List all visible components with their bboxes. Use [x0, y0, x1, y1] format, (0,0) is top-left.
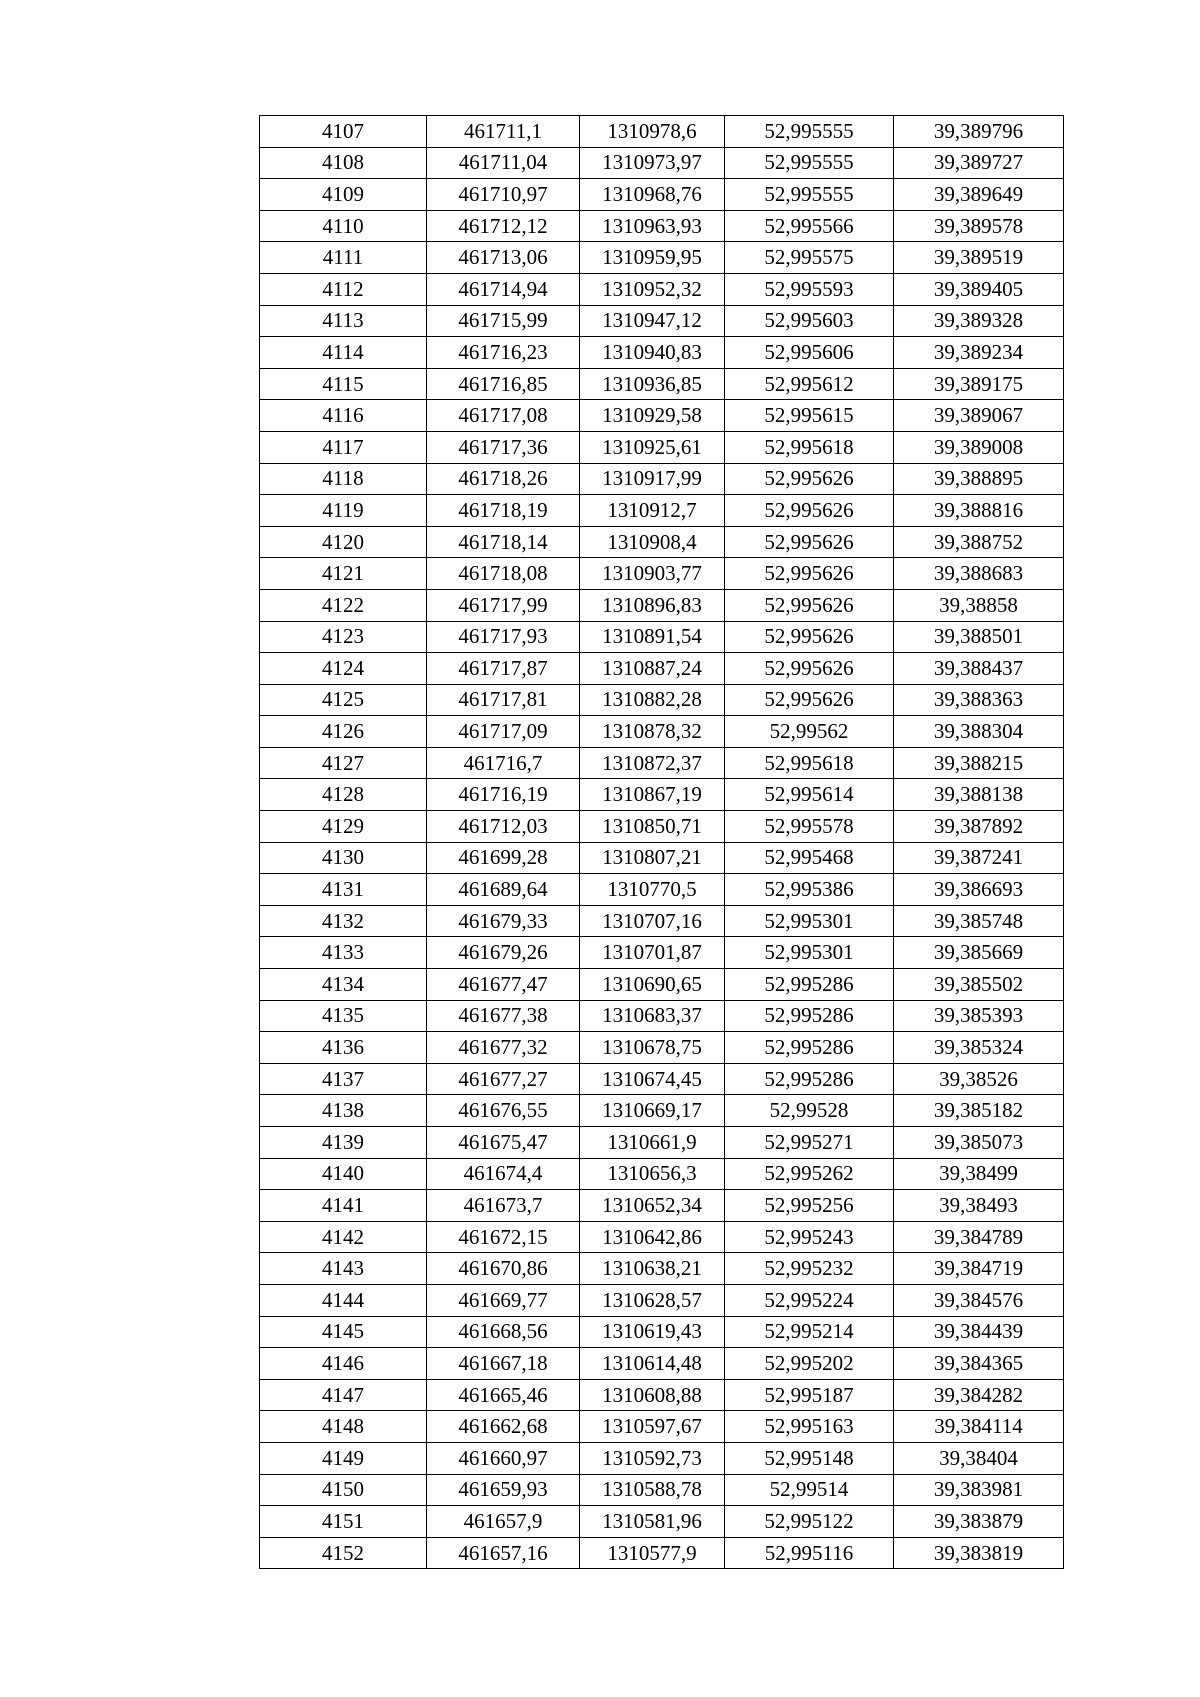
y-coordinate-cell: 1310850,71: [580, 811, 725, 843]
latitude-cell: 52,995286: [725, 1063, 894, 1095]
y-coordinate-cell: 1310887,24: [580, 653, 725, 685]
latitude-cell: 52,995286: [725, 969, 894, 1001]
table-row: [260, 1506, 1064, 1538]
table-row: [260, 495, 1064, 527]
longitude-cell: 39,389328: [894, 305, 1064, 337]
latitude-cell: 52,995606: [725, 337, 894, 369]
y-coordinate-cell: 1310701,87: [580, 937, 725, 969]
table-row: [260, 1411, 1064, 1443]
x-coordinate-cell: 461711,1: [427, 116, 580, 148]
y-coordinate-cell: 1310669,17: [580, 1095, 725, 1127]
x-coordinate-cell: 461670,86: [427, 1253, 580, 1285]
table-row: [260, 1190, 1064, 1222]
y-coordinate-cell: 1310619,43: [580, 1316, 725, 1348]
point-number-cell: 4111: [260, 242, 427, 274]
x-coordinate-cell: 461710,97: [427, 179, 580, 211]
table-row: [260, 716, 1064, 748]
point-number-cell: 4135: [260, 1000, 427, 1032]
latitude-cell: 52,995626: [725, 621, 894, 653]
latitude-cell: 52,995593: [725, 273, 894, 305]
point-number-cell: 4141: [260, 1190, 427, 1222]
latitude-cell: 52,995163: [725, 1411, 894, 1443]
y-coordinate-cell: 1310908,4: [580, 526, 725, 558]
point-number-cell: 4120: [260, 526, 427, 558]
x-coordinate-cell: 461716,19: [427, 779, 580, 811]
point-number-cell: 4151: [260, 1506, 427, 1538]
longitude-cell: 39,388363: [894, 684, 1064, 716]
x-coordinate-cell: 461699,28: [427, 842, 580, 874]
latitude-cell: 52,99528: [725, 1095, 894, 1127]
y-coordinate-cell: 1310707,16: [580, 905, 725, 937]
longitude-cell: 39,389405: [894, 273, 1064, 305]
latitude-cell: 52,995271: [725, 1127, 894, 1159]
x-coordinate-cell: 461715,99: [427, 305, 580, 337]
point-number-cell: 4140: [260, 1158, 427, 1190]
x-coordinate-cell: 461717,09: [427, 716, 580, 748]
latitude-cell: 52,995626: [725, 558, 894, 590]
table-row: [260, 1284, 1064, 1316]
latitude-cell: 52,995262: [725, 1158, 894, 1190]
table-row: [260, 526, 1064, 558]
point-number-cell: 4138: [260, 1095, 427, 1127]
x-coordinate-cell: 461717,99: [427, 589, 580, 621]
longitude-cell: 39,383981: [894, 1474, 1064, 1506]
point-number-cell: 4122: [260, 589, 427, 621]
table-row: [260, 400, 1064, 432]
x-coordinate-cell: 461676,55: [427, 1095, 580, 1127]
table-row: [260, 1063, 1064, 1095]
longitude-cell: 39,385748: [894, 905, 1064, 937]
y-coordinate-cell: 1310577,9: [580, 1537, 725, 1569]
x-coordinate-cell: 461718,14: [427, 526, 580, 558]
table-row: [260, 337, 1064, 369]
x-coordinate-cell: 461673,7: [427, 1190, 580, 1222]
table-row: [260, 242, 1064, 274]
x-coordinate-cell: 461712,03: [427, 811, 580, 843]
latitude-cell: 52,995618: [725, 431, 894, 463]
latitude-cell: 52,995256: [725, 1190, 894, 1222]
point-number-cell: 4127: [260, 747, 427, 779]
latitude-cell: 52,995578: [725, 811, 894, 843]
latitude-cell: 52,995555: [725, 147, 894, 179]
table-row: [260, 431, 1064, 463]
longitude-cell: 39,389175: [894, 368, 1064, 400]
x-coordinate-cell: 461689,64: [427, 874, 580, 906]
x-coordinate-cell: 461712,12: [427, 210, 580, 242]
longitude-cell: 39,387241: [894, 842, 1064, 874]
y-coordinate-cell: 1310968,76: [580, 179, 725, 211]
y-coordinate-cell: 1310656,3: [580, 1158, 725, 1190]
point-number-cell: 4148: [260, 1411, 427, 1443]
longitude-cell: 39,384282: [894, 1379, 1064, 1411]
x-coordinate-cell: 461662,68: [427, 1411, 580, 1443]
point-number-cell: 4124: [260, 653, 427, 685]
latitude-cell: 52,995626: [725, 589, 894, 621]
x-coordinate-cell: 461667,18: [427, 1348, 580, 1380]
latitude-cell: 52,995626: [725, 653, 894, 685]
longitude-cell: 39,389008: [894, 431, 1064, 463]
table-row: [260, 1000, 1064, 1032]
latitude-cell: 52,995116: [725, 1537, 894, 1569]
latitude-cell: 52,995202: [725, 1348, 894, 1380]
table-row: [260, 1221, 1064, 1253]
x-coordinate-cell: 461716,7: [427, 747, 580, 779]
table-row: [260, 937, 1064, 969]
latitude-cell: 52,995626: [725, 495, 894, 527]
table-row: [260, 305, 1064, 337]
latitude-cell: 52,995603: [725, 305, 894, 337]
table-row: [260, 273, 1064, 305]
table-row: [260, 147, 1064, 179]
y-coordinate-cell: 1310674,45: [580, 1063, 725, 1095]
x-coordinate-cell: 461714,94: [427, 273, 580, 305]
x-coordinate-cell: 461718,08: [427, 558, 580, 590]
y-coordinate-cell: 1310628,57: [580, 1284, 725, 1316]
x-coordinate-cell: 461677,38: [427, 1000, 580, 1032]
table-row: [260, 179, 1064, 211]
point-number-cell: 4137: [260, 1063, 427, 1095]
y-coordinate-cell: 1310867,19: [580, 779, 725, 811]
latitude-cell: 52,995386: [725, 874, 894, 906]
longitude-cell: 39,389796: [894, 116, 1064, 148]
latitude-cell: 52,995555: [725, 116, 894, 148]
point-number-cell: 4132: [260, 905, 427, 937]
latitude-cell: 52,995301: [725, 937, 894, 969]
y-coordinate-cell: 1310661,9: [580, 1127, 725, 1159]
x-coordinate-cell: 461717,81: [427, 684, 580, 716]
longitude-cell: 39,384114: [894, 1411, 1064, 1443]
table-row: [260, 589, 1064, 621]
point-number-cell: 4133: [260, 937, 427, 969]
table-row: [260, 1158, 1064, 1190]
point-number-cell: 4115: [260, 368, 427, 400]
longitude-cell: 39,384439: [894, 1316, 1064, 1348]
y-coordinate-cell: 1310912,7: [580, 495, 725, 527]
latitude-cell: 52,995468: [725, 842, 894, 874]
table-row: [260, 653, 1064, 685]
point-number-cell: 4116: [260, 400, 427, 432]
table-row: [260, 1253, 1064, 1285]
y-coordinate-cell: 1310947,12: [580, 305, 725, 337]
y-coordinate-cell: 1310678,75: [580, 1032, 725, 1064]
table-row: [260, 1474, 1064, 1506]
longitude-cell: 39,388501: [894, 621, 1064, 653]
point-number-cell: 4145: [260, 1316, 427, 1348]
point-number-cell: 4121: [260, 558, 427, 590]
latitude-cell: 52,995575: [725, 242, 894, 274]
table-row: [260, 463, 1064, 495]
y-coordinate-cell: 1310891,54: [580, 621, 725, 653]
y-coordinate-cell: 1310896,83: [580, 589, 725, 621]
x-coordinate-cell: 461677,32: [427, 1032, 580, 1064]
latitude-cell: 52,995286: [725, 1032, 894, 1064]
latitude-cell: 52,995614: [725, 779, 894, 811]
longitude-cell: 39,38404: [894, 1442, 1064, 1474]
longitude-cell: 39,388215: [894, 747, 1064, 779]
x-coordinate-cell: 461677,27: [427, 1063, 580, 1095]
latitude-cell: 52,995286: [725, 1000, 894, 1032]
coordinates-table: [259, 115, 1064, 1569]
point-number-cell: 4114: [260, 337, 427, 369]
table-row: [260, 969, 1064, 1001]
point-number-cell: 4117: [260, 431, 427, 463]
table-row: [260, 779, 1064, 811]
y-coordinate-cell: 1310963,93: [580, 210, 725, 242]
point-number-cell: 4134: [260, 969, 427, 1001]
latitude-cell: 52,995615: [725, 400, 894, 432]
x-coordinate-cell: 461717,93: [427, 621, 580, 653]
point-number-cell: 4119: [260, 495, 427, 527]
table-row: [260, 747, 1064, 779]
latitude-cell: 52,995214: [725, 1316, 894, 1348]
latitude-cell: 52,995626: [725, 463, 894, 495]
point-number-cell: 4147: [260, 1379, 427, 1411]
longitude-cell: 39,388138: [894, 779, 1064, 811]
y-coordinate-cell: 1310917,99: [580, 463, 725, 495]
table-row: [260, 621, 1064, 653]
longitude-cell: 39,385393: [894, 1000, 1064, 1032]
longitude-cell: 39,389649: [894, 179, 1064, 211]
longitude-cell: 39,384789: [894, 1221, 1064, 1253]
latitude-cell: 52,995555: [725, 179, 894, 211]
table-row: [260, 116, 1064, 148]
point-number-cell: 4144: [260, 1284, 427, 1316]
x-coordinate-cell: 461669,77: [427, 1284, 580, 1316]
point-number-cell: 4112: [260, 273, 427, 305]
table-row: [260, 1348, 1064, 1380]
y-coordinate-cell: 1310952,32: [580, 273, 725, 305]
longitude-cell: 39,383819: [894, 1537, 1064, 1569]
y-coordinate-cell: 1310878,32: [580, 716, 725, 748]
latitude-cell: 52,995301: [725, 905, 894, 937]
point-number-cell: 4110: [260, 210, 427, 242]
x-coordinate-cell: 461675,47: [427, 1127, 580, 1159]
table-row: [260, 1537, 1064, 1569]
longitude-cell: 39,385182: [894, 1095, 1064, 1127]
table-row: [260, 558, 1064, 590]
longitude-cell: 39,38858: [894, 589, 1064, 621]
table-row: [260, 1127, 1064, 1159]
x-coordinate-cell: 461674,4: [427, 1158, 580, 1190]
y-coordinate-cell: 1310882,28: [580, 684, 725, 716]
longitude-cell: 39,383879: [894, 1506, 1064, 1538]
x-coordinate-cell: 461717,36: [427, 431, 580, 463]
longitude-cell: 39,388752: [894, 526, 1064, 558]
longitude-cell: 39,389578: [894, 210, 1064, 242]
x-coordinate-cell: 461717,08: [427, 400, 580, 432]
y-coordinate-cell: 1310940,83: [580, 337, 725, 369]
y-coordinate-cell: 1310608,88: [580, 1379, 725, 1411]
y-coordinate-cell: 1310925,61: [580, 431, 725, 463]
table-row: [260, 874, 1064, 906]
point-number-cell: 4126: [260, 716, 427, 748]
latitude-cell: 52,995148: [725, 1442, 894, 1474]
latitude-cell: 52,995187: [725, 1379, 894, 1411]
point-number-cell: 4118: [260, 463, 427, 495]
longitude-cell: 39,38526: [894, 1063, 1064, 1095]
latitude-cell: 52,99562: [725, 716, 894, 748]
latitude-cell: 52,995122: [725, 1506, 894, 1538]
point-number-cell: 4107: [260, 116, 427, 148]
longitude-cell: 39,385324: [894, 1032, 1064, 1064]
x-coordinate-cell: 461668,56: [427, 1316, 580, 1348]
longitude-cell: 39,388683: [894, 558, 1064, 590]
x-coordinate-cell: 461713,06: [427, 242, 580, 274]
y-coordinate-cell: 1310978,6: [580, 116, 725, 148]
x-coordinate-cell: 461672,15: [427, 1221, 580, 1253]
y-coordinate-cell: 1310936,85: [580, 368, 725, 400]
y-coordinate-cell: 1310690,65: [580, 969, 725, 1001]
y-coordinate-cell: 1310872,37: [580, 747, 725, 779]
longitude-cell: 39,389067: [894, 400, 1064, 432]
y-coordinate-cell: 1310652,34: [580, 1190, 725, 1222]
x-coordinate-cell: 461717,87: [427, 653, 580, 685]
table-row: [260, 905, 1064, 937]
point-number-cell: 4142: [260, 1221, 427, 1253]
y-coordinate-cell: 1310973,97: [580, 147, 725, 179]
table-row: [260, 684, 1064, 716]
y-coordinate-cell: 1310597,67: [580, 1411, 725, 1443]
longitude-cell: 39,388437: [894, 653, 1064, 685]
table-row: [260, 1095, 1064, 1127]
longitude-cell: 39,384576: [894, 1284, 1064, 1316]
point-number-cell: 4150: [260, 1474, 427, 1506]
point-number-cell: 4108: [260, 147, 427, 179]
table-row: [260, 811, 1064, 843]
point-number-cell: 4123: [260, 621, 427, 653]
x-coordinate-cell: 461659,93: [427, 1474, 580, 1506]
longitude-cell: 39,388895: [894, 463, 1064, 495]
longitude-cell: 39,385669: [894, 937, 1064, 969]
table-row: [260, 842, 1064, 874]
x-coordinate-cell: 461679,26: [427, 937, 580, 969]
coordinates-table-body: [260, 116, 1064, 1569]
x-coordinate-cell: 461677,47: [427, 969, 580, 1001]
y-coordinate-cell: 1310642,86: [580, 1221, 725, 1253]
latitude-cell: 52,995618: [725, 747, 894, 779]
x-coordinate-cell: 461679,33: [427, 905, 580, 937]
point-number-cell: 4139: [260, 1127, 427, 1159]
point-number-cell: 4131: [260, 874, 427, 906]
point-number-cell: 4136: [260, 1032, 427, 1064]
x-coordinate-cell: 461711,04: [427, 147, 580, 179]
longitude-cell: 39,387892: [894, 811, 1064, 843]
longitude-cell: 39,389234: [894, 337, 1064, 369]
longitude-cell: 39,38493: [894, 1190, 1064, 1222]
x-coordinate-cell: 461716,85: [427, 368, 580, 400]
latitude-cell: 52,995566: [725, 210, 894, 242]
table-row: [260, 368, 1064, 400]
point-number-cell: 4143: [260, 1253, 427, 1285]
y-coordinate-cell: 1310592,73: [580, 1442, 725, 1474]
x-coordinate-cell: 461660,97: [427, 1442, 580, 1474]
y-coordinate-cell: 1310683,37: [580, 1000, 725, 1032]
y-coordinate-cell: 1310614,48: [580, 1348, 725, 1380]
point-number-cell: 4128: [260, 779, 427, 811]
y-coordinate-cell: 1310770,5: [580, 874, 725, 906]
longitude-cell: 39,389519: [894, 242, 1064, 274]
y-coordinate-cell: 1310807,21: [580, 842, 725, 874]
longitude-cell: 39,38499: [894, 1158, 1064, 1190]
table-row: [260, 1032, 1064, 1064]
y-coordinate-cell: 1310903,77: [580, 558, 725, 590]
latitude-cell: 52,995626: [725, 526, 894, 558]
longitude-cell: 39,384365: [894, 1348, 1064, 1380]
table-row: [260, 210, 1064, 242]
table-row: [260, 1316, 1064, 1348]
latitude-cell: 52,995232: [725, 1253, 894, 1285]
y-coordinate-cell: 1310929,58: [580, 400, 725, 432]
x-coordinate-cell: 461657,9: [427, 1506, 580, 1538]
x-coordinate-cell: 461718,26: [427, 463, 580, 495]
point-number-cell: 4113: [260, 305, 427, 337]
point-number-cell: 4109: [260, 179, 427, 211]
point-number-cell: 4125: [260, 684, 427, 716]
longitude-cell: 39,385073: [894, 1127, 1064, 1159]
point-number-cell: 4130: [260, 842, 427, 874]
longitude-cell: 39,385502: [894, 969, 1064, 1001]
y-coordinate-cell: 1310581,96: [580, 1506, 725, 1538]
x-coordinate-cell: 461718,19: [427, 495, 580, 527]
latitude-cell: 52,995626: [725, 684, 894, 716]
point-number-cell: 4146: [260, 1348, 427, 1380]
point-number-cell: 4129: [260, 811, 427, 843]
latitude-cell: 52,995612: [725, 368, 894, 400]
x-coordinate-cell: 461716,23: [427, 337, 580, 369]
longitude-cell: 39,384719: [894, 1253, 1064, 1285]
longitude-cell: 39,388816: [894, 495, 1064, 527]
latitude-cell: 52,995224: [725, 1284, 894, 1316]
x-coordinate-cell: 461657,16: [427, 1537, 580, 1569]
point-number-cell: 4149: [260, 1442, 427, 1474]
longitude-cell: 39,388304: [894, 716, 1064, 748]
table-row: [260, 1442, 1064, 1474]
y-coordinate-cell: 1310638,21: [580, 1253, 725, 1285]
y-coordinate-cell: 1310588,78: [580, 1474, 725, 1506]
table-row: [260, 1379, 1064, 1411]
point-number-cell: 4152: [260, 1537, 427, 1569]
x-coordinate-cell: 461665,46: [427, 1379, 580, 1411]
y-coordinate-cell: 1310959,95: [580, 242, 725, 274]
latitude-cell: 52,995243: [725, 1221, 894, 1253]
longitude-cell: 39,389727: [894, 147, 1064, 179]
longitude-cell: 39,386693: [894, 874, 1064, 906]
latitude-cell: 52,99514: [725, 1474, 894, 1506]
